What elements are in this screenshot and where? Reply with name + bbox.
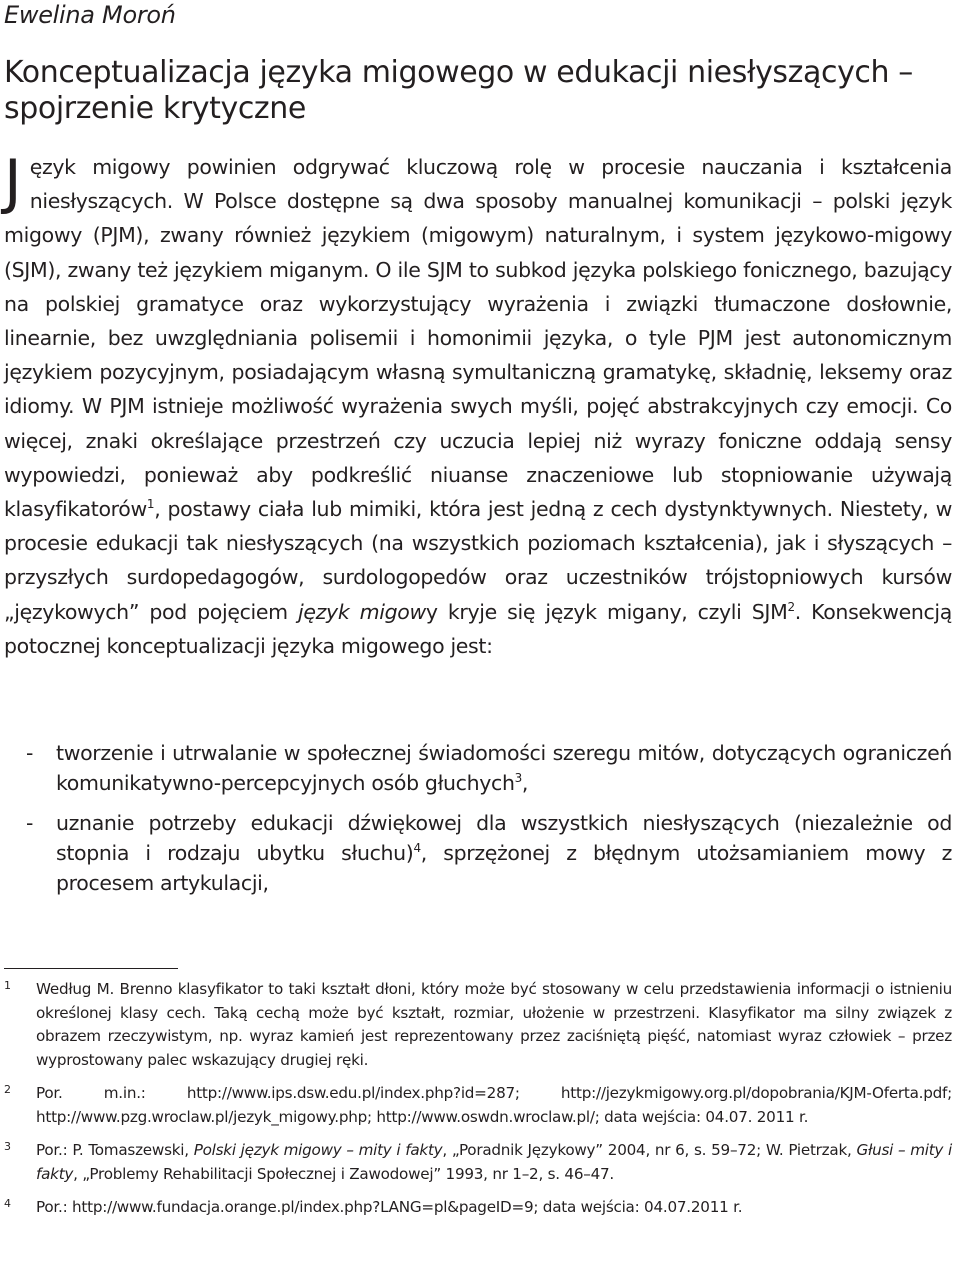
footnote-ref-3[interactable]: 3 <box>514 771 522 785</box>
footnote-ref-4[interactable]: 4 <box>413 841 421 855</box>
footnote-text[interactable]: Por. m.in.: http://www.ips.dsw.edu.pl/index.php?id=287; http://jezykmigowy.org.pl/dopobrania/KJM-Oferta.pdf; http://www.pzg.wroclaw.pl/jezyk_migowy.php; http://www.oswdn.wroclaw.pl/; data wejścia: 04.07. 2011 r. <box>36 1084 952 1126</box>
list-item <box>4 738 952 798</box>
list-item-text: , sprzężonej z błędnym utożsamianiem mowy z procesem artykulacji, <box>56 841 952 895</box>
footnote-number: 1 <box>4 979 11 992</box>
paragraph-text: y kryje się język migany, czyli SJM <box>425 599 788 624</box>
consequence-list <box>4 738 952 908</box>
list-item <box>4 808 952 898</box>
paragraph-text: . Konsekwencją potocznej konceptualizacji języka migowego jest: <box>4 599 952 658</box>
footnotes <box>4 978 952 1230</box>
footnote-text: Według M. Brenno klasyfikator to taki kształt dłoni, który może być stosowany w celu przedstawienia informacji o istnieniu określonej klasy cech. Taką cechą może być kształt, rozmiar, ułożenie w przestrzeni. Klasyfikator ma silny związek z obrazem rzeczywistym, np. wyraz kamień jest reprezentowany przez zaciśniętą pięść, natomiast wyraz człowiek – przez wyprostowany palec wskazujący drugiej ręki. <box>36 980 952 1069</box>
paragraph-text: ęzyk migowy powinien odgrywać kluczową rolę w procesie nauczania i kształcenia niesłyszących. W Polsce dostępne są dwa sposoby manualnej komunikacji – polski język migowy (PJM), zwany również językiem (migowym) naturalnym, i system językowo-migowy (SJM), zwany też językiem miganym. O ile SJM to subkod języka polskiego fonicznego, bazujący na polskiej gramatyce oraz wykorzystujący wyrażenia i związki tłumaczone dosłownie, linearnie, bez uwzględniania polisemii i homonimii języka, o tyle PJM jest autonomicznym językiem pozycyjnym, posiadającym własną symultaniczną gramatykę, składnię, leksemy oraz idiomy. W PJM istnieje możliwość wyrażenia swych myśli, pojęć abstrakcyjnych czy emocji. Co więcej, znaki określające przestrzeń czy uczucia lepiej niż wyrazy foniczne oddają sensy wypowiedzi, ponieważ aby podkreślić niuanse znaczeniowe lub stopniowanie używają klasyfikatorów <box>4 155 952 522</box>
list-item-text: uznanie potrzeby edukacji dźwiękowej dla wszystkich niesłyszących (niezależnie od stopnia i rodzaju ubytku słuchu) <box>56 811 952 865</box>
list-item-text: , <box>521 771 529 795</box>
italic-term: język migow <box>298 599 426 624</box>
paragraph-text: , postawy ciała lub mimiki, która jest jedną z cech dystynktywnych. Niestety, w procesie edukacji tak niesłyszących (na wszystkich poziomach kształcenia), jak i słyszących – przyszłych surdopedagogów, surdologopedów oraz uczestników trójstopniowych kursów „językowych” pod pojęciem <box>4 497 952 624</box>
list-dash: - <box>26 741 34 765</box>
footnote-number: 3 <box>4 1140 11 1153</box>
intro-paragraph <box>4 147 952 663</box>
footnote-number: 4 <box>4 1197 11 1210</box>
cited-title: Polski język migowy – mity i fakty <box>193 1141 443 1159</box>
footnote-3 <box>4 1139 952 1186</box>
cited-title: Głusi – mity i fakty <box>36 1141 953 1183</box>
footnote-text: , „Problemy Rehabilitacji Społecznej i Zawodowej” 1993, nr 1–2, s. 46–47. <box>73 1164 614 1183</box>
footnote-1 <box>4 978 952 1072</box>
footnote-text: Por.: P. Tomaszewski, <box>36 1141 194 1159</box>
footnote-ref-1[interactable]: 1 <box>146 497 155 512</box>
footnote-text[interactable]: Por.: http://www.fundacja.orange.pl/index.php?LANG=pl&pageID=9; data wejścia: 04.07.2011 r. <box>36 1198 743 1216</box>
footnote-text: , „Poradnik Językowy” 2004, nr 6, s. 59–72; W. Pietrzak, <box>442 1141 857 1159</box>
author-name: Ewelina Moroń <box>4 1 176 29</box>
footnote-number: 2 <box>4 1083 11 1096</box>
footnote-2 <box>4 1082 952 1129</box>
footnote-4 <box>4 1196 952 1220</box>
drop-cap: J <box>4 147 22 217</box>
article-title: Konceptualizacja języka migowego w edukacji niesłyszących – spojrzenie krytyczne <box>4 55 913 126</box>
list-item-text: tworzenie i utrwalanie w społecznej świadomości szeregu mitów, dotyczących ograniczeń komunikatywno-percepcyjnych osób głuchych <box>56 741 952 795</box>
footnote-ref-2[interactable]: 2 <box>787 599 795 614</box>
list-dash: - <box>26 811 34 835</box>
footnote-separator <box>4 968 178 969</box>
